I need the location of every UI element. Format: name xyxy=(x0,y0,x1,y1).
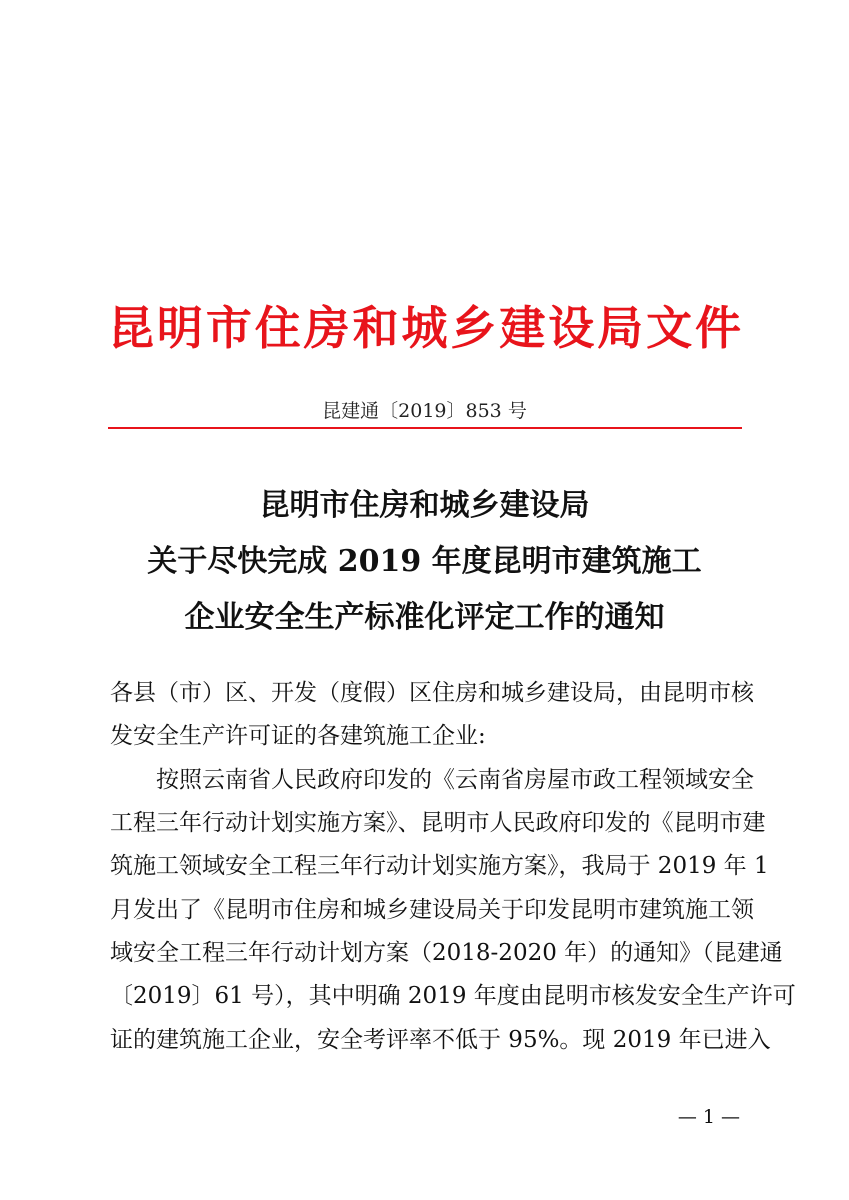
body-line: 月发出了《昆明市住房和城乡建设局关于印发昆明市建筑施工领 xyxy=(110,897,754,923)
notice-title-line-3: 企业安全生产标准化评定工作的通知 xyxy=(184,600,665,635)
document-number: 昆建通〔2019〕853 号 xyxy=(322,400,527,422)
issuing-authority-title: 昆明市住房和城乡建设局文件 xyxy=(108,301,742,355)
body-line: 各县（市）区、开发（度假）区住房和城乡建设局，由昆明市核 xyxy=(110,680,754,706)
body-line: 工程三年行动计划实施方案》、昆明市人民政府印发的《昆明市建 xyxy=(110,810,766,836)
notice-title-line-1: 昆明市住房和城乡建设局 xyxy=(259,488,590,523)
body-line: 证的建筑施工企业，安全考评率不低于 95%。现 2019 年已进入 xyxy=(110,1027,771,1053)
page-number: — 1 — xyxy=(677,1106,740,1128)
body-line: 发安全生产许可证的各建筑施工企业: xyxy=(110,723,486,749)
red-divider xyxy=(108,427,742,429)
body-line: 〔2019〕61 号），其中明确 2019 年度由昆明市核发安全生产许可 xyxy=(110,983,796,1009)
body-line: 筑施工领域安全工程三年行动计划实施方案》，我局于 2019 年 1 xyxy=(110,853,769,879)
body-line: 域安全工程三年行动计划方案（2018-2020 年）的通知》（昆建通 xyxy=(110,940,783,966)
body-line: 按照云南省人民政府印发的《云南省房屋市政工程领域安全 xyxy=(156,767,754,793)
notice-title-line-2: 关于尽快完成 2019 年度昆明市建筑施工 xyxy=(147,544,702,579)
